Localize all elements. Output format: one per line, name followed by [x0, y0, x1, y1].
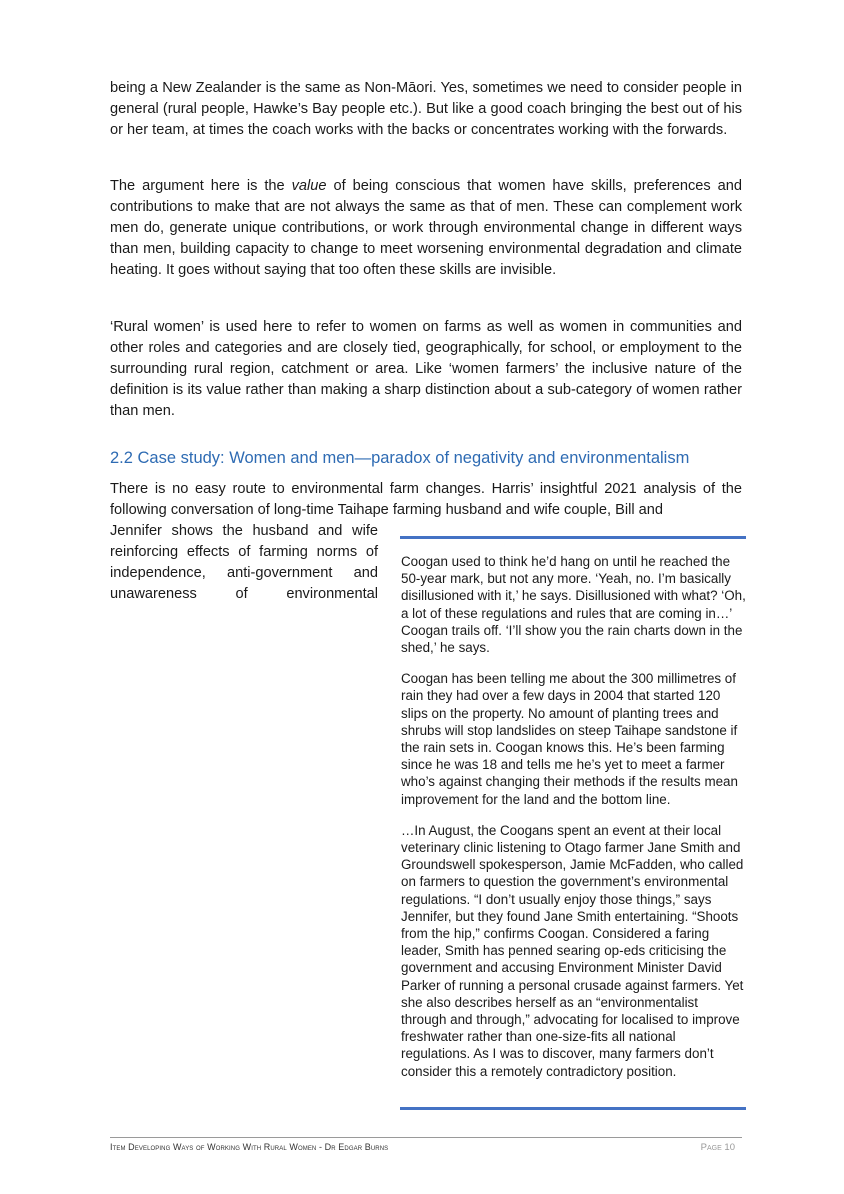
- page-number: Page 10: [700, 1142, 735, 1153]
- section-heading: 2.2 Case study: Women and men—paradox of negativity and environmentalism: [110, 449, 690, 467]
- case-study-intro-continued: Jennifer shows the husband and wife reinforcing effects of farming norms of independence, anti-government and unawareness of environmental: [110, 523, 378, 602]
- paragraph-argument: [110, 176, 742, 281]
- quote-text: [401, 553, 746, 1094]
- quote-top-rule: [400, 536, 746, 539]
- paragraph-rural-women: ‘Rural women’ is used here to refer to women on farms as well as women in communities and other roles and categories and are closely tied, geographically, for school, or employment to the surrounding rural region, catchment or area. Like ‘women farmers’ the inclusive nature of the definition is its value rather than making a sharp distinction about a sub-category of women rather than men.: [110, 319, 742, 419]
- paragraph-argument-emphasis: value: [291, 178, 327, 194]
- quote-paragraph-3: …In August, the Coogans spent an event at their local veterinary clinic listening to Otago farmer Jane Smith and Groundswell spokesperson, Jamie McFadden, who called on farmers to question the government’s environmental regulations. “I don’t usually enjoy those things,” says Jennifer, but they found Jane Smith entertaining. “Shoots from the hip,” confirms Coogan. Considered a faring leader, Smith has penned searing op-eds criticising the government and accusing Environment Minister David Parker of running a personal crusade against farmers. Yet she also describes herself as an “environmentalist through and through,” advocating for localised to improve freshwater rather than one-size-fits all national regulations. As I was to discover, many farmers don’t consider this a remotely contradictory position.: [401, 822, 744, 1079]
- paragraph-argument-rest: of being conscious that women have skills, preferences and contributions to make that are not always the same as that of men. These can complement work men do, generate unique contributions, or work through environmental change in different ways than men, building capacity to change to meet worsening environmental degradation and climate heating. It goes without saying that too often these skills are invisible.: [110, 178, 743, 278]
- case-study-intro: There is no easy route to environmental farm changes. Harris’ insightful 2021 analysis of the following conversation of long-time Taihape farming husband and wife couple, Bill and: [110, 481, 742, 518]
- quote-box: [400, 536, 746, 1110]
- paragraph-coach: being a New Zealander is the same as Non-Māori. Yes, sometimes we need to consider people in general (rural people, Hawke’s Bay people etc.). But like a good coach bringing the best out of his or her team, at times the coach works with the backs or concentrates working with the forwards.: [110, 80, 742, 138]
- footer-title: Item Developing Ways of Working With Rural Women - Dr Edgar Burns: [110, 1142, 389, 1152]
- paragraph-argument-start: The argument here is the: [110, 178, 292, 194]
- quote-paragraph-2: Coogan has been telling me about the 300 millimetres of rain they had over a few days in 2004 that started 120 slips on the property. No amount of planting trees and shrubs will stop landslides on steep Taihape sandstone if the rain sets in. Coogan knows this. He’s been farming since he was 18 and tells me he’s yet to meet a farmer who’s against changing their methods if the results mean improvement for the land and the bottom line.: [401, 671, 738, 807]
- quote-paragraph-1: Coogan used to think he’d hang on until he reached the 50-year mark, but not any more. ‘Yeah, no. I’m basically disillusioned with it,’ he says. Disillusioned with what? ‘Oh, a lot of these regulations and rules that are coming in…’ Coogan trails off. ‘I’ll show you the rain charts down in the shed,’ he says.: [401, 554, 746, 656]
- quote-bottom-rule: [400, 1107, 746, 1110]
- footer-divider: [110, 1137, 742, 1138]
